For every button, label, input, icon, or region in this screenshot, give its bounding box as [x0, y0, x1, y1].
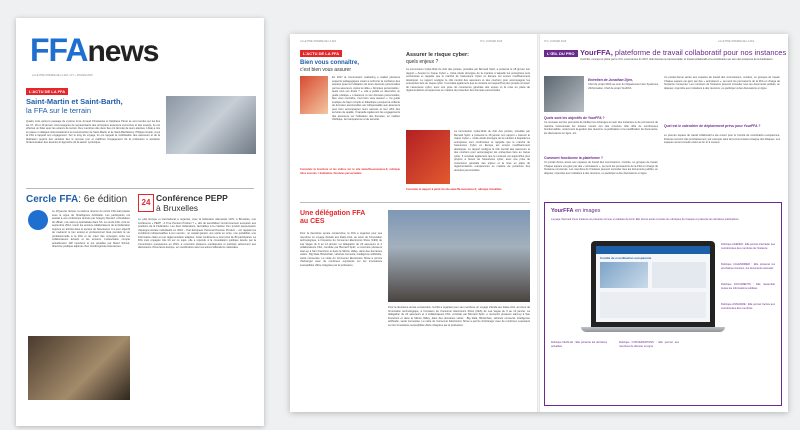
- answer-3: Le premier espace de travail collaboratif a été ouvert pour le Comité de coordination européenne. D'autres suivront très prochainement, par exemple celui de la Commission Analyse des Risques. Les espaces seront ensuite créés au fur et à mesure.: [664, 134, 780, 144]
- yourffa-images-box: [544, 202, 782, 406]
- left-page-header: LA LETTRE INTERNE DE LA FFA: [300, 40, 337, 43]
- spread-left-page: [290, 34, 538, 412]
- answer-2: Un portail donne accès aux espaces de travail des commissions, comités, ou groupes de travail. Chaque espace est géré par des « animateurs », qui sont les permanents de la FFA en charge de l'instance concernée. Les membres de l'instance peuvent consulter tous les documents publiés, en déposer, répondre aux invitations à des réunions, ou participer à des discussions en ligne.: [544, 161, 658, 175]
- oeil-du-pro-label: L'ŒIL DU PRO: [544, 50, 578, 57]
- ces-caption: Pour la deuxième année consécutive, la FFA a organisé pour ses membres un voyage d'étude aux États-Unis, au cœur de l'innovation technologique, à l'occasion du Consumer Electronics Show (CES) de Las Vegas du 9 au 12 janvier. La délégation de 24 assureurs et 4 collaborateurs FFA, conduite par Bernard Spitz, a rencontré plusieurs start-up à San Francisco et dans la Silicon Valley, dans des domaines variés : Big Data, Blockchain, véhicule connecté, intelligence artificielle, santé connectée. La visite du Consumer Electronics Show a permis d'échanger avec de nombreux exposants sur les innovations susceptibles d'être intégrées par la profession.: [388, 306, 530, 327]
- article2-body: Le 18 janvier dernier, la sixième réunion du cercle FFA était placée sous le signe de l'Intelligence Artificielle. Les participants ont assisté à une conférence animée par Grégory Renard, cofondateur de xBrain, une start-up spécialisée dans l'IA. Le cercle FFA, créé en septembre 2012, réunit les anciens collaborateurs de la Fédération toujours en activité dans le secteur de l'assurance. Il a pour objectif de maintenir le lien amical et professionnel tissé pendant la vie professionnelle à la FFA et de créer des synergies entre les collaborateurs actuels et les anciens. L'association compte actuellement 118 membres et est présidée par Maud Schmit, directrice juridique adjointe chez Crédit Agricole Assurances.: [52, 210, 130, 248]
- question-3: Quel est le calendrier de déploiement prévu pour YourFFA ?: [664, 124, 761, 128]
- cyber-link[interactable]: Consultez le rapport à partir du site www.ffa-assurance.fr, rubrique Actualités.: [406, 188, 503, 191]
- callout-conversations: Rubrique CONVERSATIONS : Elle permet aux membres de discuter en ligne: [619, 341, 679, 348]
- images-caption: La page d'accueil d'une instance se présente comme un tableau de bord. Elle donne accès à toutes les rubriques de l'espace et présente les dernières publications.: [551, 218, 740, 221]
- saint-martin-photo: [166, 96, 256, 154]
- question-2: Comment fonctionne la plateforme ?: [544, 156, 603, 160]
- brochure-cover-image: [300, 76, 328, 114]
- logo-ffa-text: FFA: [30, 32, 88, 68]
- images-title: YourFFA: [551, 208, 574, 214]
- article1-title: Saint-Martin et Saint-Barth,: [26, 97, 123, 106]
- yourffa-title: YourFFA,: [580, 48, 613, 57]
- ffanews-logo: [30, 32, 158, 69]
- article1-subtitle: la FFA sur le terrain: [26, 106, 92, 115]
- jonathan-djen-portrait: [544, 76, 584, 112]
- ces-group-photo: [388, 210, 530, 302]
- article2-title-wrap: [26, 194, 127, 205]
- know-link[interactable]: Consultez la brochure et les vidéos sur le site www.ffa-assurance.fr, rubrique infos assurés > fédération, Données personnelles.: [300, 168, 400, 175]
- yourffa-intro: YourFFA, concept et pilote par le CSI, a été lancée fin 2017. Elle favorise la transversalité, le travail collaboratif et la coordination au sein des instances de la Fédération.: [580, 58, 774, 61]
- cercle-ffa-icon: [28, 210, 48, 230]
- interview-name: Entretien de Jonathan Djen,: [588, 78, 633, 82]
- spread-section-label: L'ACTU DE LA FFA: [300, 50, 342, 57]
- callout-documents: Rubrique DOCUMENTS : Elle rassemble toutes les informations publiées: [721, 283, 775, 290]
- cyber-report-cover: [406, 130, 450, 184]
- laptop-screen-bezel: [591, 241, 715, 327]
- answer-1: Ce nouveau service permettra de faciliter les échanges au sein des instances et de promouvoir de manière transversale les travaux menés lors des réunions. Elle offre de nombreuses fonctionnalités, notamment la gestion des réunions, la publication et la modification de documents, les discussions en ligne, etc.: [544, 121, 658, 135]
- know-subtitle: c'est bien vous assurer: [300, 67, 351, 73]
- ces-body: Pour la deuxième année consécutive, la FFA a organisé pour ses membres un voyage d'étude aux États-Unis, au cœur de l'innovation technologique, à l'occasion du Consumer Electronics Show (CES) de Las Vegas du 9 au 12 janvier. La délégation de 24 assureurs et 4 collaborateurs FFA, conduite par Bernard Spitz, a rencontré plusieurs start-up à San Francisco et dans la Silicon Valley, dans des domaines variés : Big Data, Blockchain, véhicule connecté, intelligence artificielle, santé connectée. La visite du Consumer Electronics Show a permis d'échanger avec de nombreux exposants sur les innovations susceptibles d'être intégrées par la profession.: [300, 232, 382, 267]
- article2-title-suffix: : 6e édition: [78, 194, 128, 205]
- cyber-title: Assurer le risque cyber:: [406, 52, 469, 58]
- cyber-quote: La commission Cyber-Risk du club des juristes, présidée par Bernard Spitz, a présenté le 18 janvier son rapport « Assurer le risque Cyber ». Cette étude témoigne de la manière à laquelle les entreprises sont confrontées et rappelle que le marché de l'assurance Cyber en Europe est encore insuffisamment développé. Le rapport souligne le rôle central des assureurs et des courtiers pour accompagner les entreprises face au risque cyber. Il constate également que le contexte est aujourd'hui plus propice à l'essor de l'assurance cyber, avec une prise de conscience générale des enjeux et la mise en place de réglementations européennes en matière de protection des données personnelles.: [454, 130, 530, 172]
- images-heading: [551, 208, 600, 214]
- conference-room-photo: [28, 336, 130, 400]
- ces-subtitle: au CES: [300, 218, 325, 225]
- ces-title: Une délégation FFA: [300, 210, 366, 217]
- right-page-header: LA LETTRE INTERNE DE LA FFA: [718, 40, 755, 43]
- images-suffix: en images: [575, 208, 601, 214]
- callout-feuille: Rubrique FEUILLE : Elle présente les dernières actualités: [551, 341, 607, 348]
- article3-title: Conférence PEPP: [156, 193, 228, 203]
- cyber-body: La commission Cyber-Risk du club des juristes, présidée par Bernard Spitz, a présenté le 18 janvier son rapport « Assurer le risque Cyber ». Cette étude témoigne de la manière à laquelle les entreprises sont confrontées et rappelle que le marché de l'assurance Cyber en Europe est encore insuffisamment développé. Le rapport souligne le rôle central des assureurs et des courtiers pour accompagner les entreprises face au risque cyber. Il constate également que le contexte est aujourd'hui plus propice à l'essor de l'assurance cyber, avec une prise de conscience générale des enjeux et la mise en place de réglementations européennes en matière de protection des données personnelles.: [406, 68, 530, 92]
- know-title: Bien vous connaître,: [300, 60, 360, 66]
- screen-list: [600, 292, 706, 318]
- article1-body: Quatre mois après le passage du cyclone Irma, Arnaud Chneiweiss et Stéphane Pénet se sont rendus sur les îles les 27, 18 et 19 janvier. Accompagnés de représentants des principaux assureurs concernés et des experts, ils ont effectué un bilan avec les acteurs de terrain. Des membres des deux îles ont fait état de leurs attentes. L'État a mis en place un délégué interministériel à la reconstruction de Saint-Martin et de Saint-Barthélemy, Philippe Gustin, à qui la FFA a rappelé son engagement. Sur le long du voyage, ils ont rappelé la mobilisation des assureurs et de la fédération auprès des sinistrés dès le premier jour et réaffirmé l'engagement de la profession à accélérer l'indemnisation des assurés à l'approche de la saison cyclonique.: [26, 120, 160, 144]
- know-body: En 2017 la Commission marketing a réalisé plusieurs supports pédagogiques visant à renforcer la confiance des assurés quant à l'utilisation de leurs données personnelles par les assureurs. Après la vidéo « Données personnelles : quels sont vos droits ? », elle a publié en décembre un guide pratique « L'assureur et vos données personnelles, bien vous connaître, c'est bien vous assurer ». Ce guide explique de façon simple et didactique pourquoi la collecte de données personnelles est indispensable aux assureurs pour bien accompagner leurs assurés et leur offrir des services de qualité. Il rappelle également les engagements des assureurs sur l'utilisation des données, en matière d'éthique, de transparence et de sécurité.: [332, 76, 400, 121]
- question-1: Quels sont les objectifs de YourFFA ?: [544, 116, 605, 120]
- callout-annuaire: Rubrique ANNUAIRE : Elle permet l'accès aux coordonnées des membres: [721, 303, 775, 310]
- cyber-subtitle: quels enjeux ?: [406, 59, 439, 65]
- laptop-screen: [596, 246, 710, 322]
- section-label-actu: L'ACTU DE LA FFA: [26, 88, 68, 95]
- interview-role: Chef de projet MOA au sein du Département des Systèmes d'Information, Chef de projet YourFFA: [588, 83, 658, 90]
- callout-agenda: Rubrique AGENDA : Elle permet d'accéder aux coordonnées des membres de l'instance: [721, 243, 775, 250]
- newsletter-cover-page: [16, 18, 264, 426]
- newsletter-spread: [290, 34, 788, 412]
- left-page-issue: N°1 | JANVIER 2018: [480, 40, 503, 43]
- right-page-issue: N°1 | JANVIER 2018: [544, 40, 567, 43]
- article3-subtitle: à Bruxelles: [156, 203, 199, 213]
- answer-2-cont: Un portail donne accès aux espaces de travail des commissions, comités, ou groupes de travail. Chaque espace est géré par des « animateurs », qui sont les permanents de la FFA en charge de l'instance concernée. Les membres de l'instance peuvent consulter tous les documents publiés, en déposer, répondre aux invitations à des réunions, ou participer à des discussions en ligne.: [664, 76, 780, 90]
- calendar-date-icon: 24: [138, 194, 154, 212]
- article2-title: Cercle FFA: [26, 194, 79, 205]
- screen-title: Comité de coordination européenne: [600, 256, 652, 260]
- yourffa-heading: [580, 48, 786, 57]
- spread-right-page: [540, 34, 788, 412]
- divider: [300, 202, 530, 203]
- screen-header-bar: [596, 246, 710, 254]
- logo-news-text: news: [87, 35, 159, 68]
- callout-calendrier: Rubrique CALENDRIER : Elle présente les prochaines réunions, les documents associés: [721, 263, 775, 270]
- screen-banner-image: [600, 262, 648, 288]
- yourffa-subtitle: plateforme de travail collaboratif pour nos instances: [614, 48, 787, 57]
- article3-body: Le pôle Europe et international a organisé, avec la fédération allemande GDV, à Bruxelles, une conférence « PEPP : A True Pension Product ? », afin de sensibiliser l'environnement européen aux positions de la Fédération. Les deux fédérations, favorables à la création d'un produit paneuropéen d'épargne-retraite individuelle en 2019 – Pan-European Personal Pension Product – ont rappelé les conditions indispensables à son succès : un capital garanti, une sortie en rente, une portabilité, une information claire et une réglementation adaptée. Cette conférence a réuni plus de 80 participants. La FFA s'est engagée très tôt sur ce sujet, elle a répondu à la consultation publique lancée par la Commission européenne en 2016, a rencontré plusieurs eurodéputés et participe activement aux discussions d'Insurance Europe, en coordination avec les autres fédérations nationales.: [138, 218, 256, 249]
- cover-tagline: LA LETTRE INTERNE DE LA FFA • N°1 • JANVIER 2018: [32, 74, 93, 77]
- divider: [26, 188, 254, 189]
- screen-panel: [652, 262, 706, 288]
- laptop-base: [581, 327, 725, 332]
